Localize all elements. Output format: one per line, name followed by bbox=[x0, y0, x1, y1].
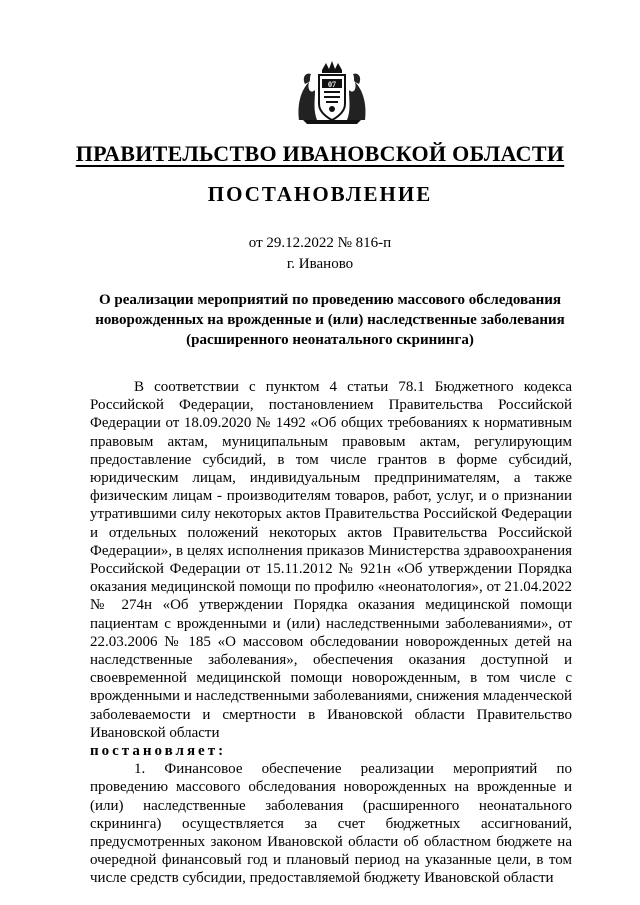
clause-1-paragraph: 1. Финансовое обеспечение реализации мероприятий по проведению массового обследования новорожденных на врожденные и (или) наследственные заболевания (расширенного неонатального скрининга) осуществляется за счет бюджетных ассигнований, предусмотренных законом Ивановской области об областном бюджете на очередной финансовый год и плановый период на указанные цели, в том числе средств субсидии, предоставляемой бюджету Ивановской области bbox=[90, 761, 572, 887]
subject-line: новорожденных на врожденные и (или) наследственные заболевания bbox=[95, 312, 565, 328]
document-type: ПОСТАНОВЛЕНИЕ bbox=[207, 182, 433, 206]
document-body bbox=[90, 378, 572, 888]
subject-line: О реализации мероприятий по проведению массового обследования bbox=[99, 292, 561, 308]
preamble-paragraph: В соответствии с пунктом 4 статьи 78.1 Бюджетного кодекса Российской Федерации, постановлением Правительства Российской Федерации от 18.09.2020 № 1492 «Об общих требованиях к нормативным правовым актам, муниципальным правовым актам, регулирующим предоставление субсидий, в том числе грантов в форме субсидий, юридическим лицам, индивидуальным предпринимателям, а также физическим лицам - производителям товаров, работ, услуг, и о признании утратившими силу некоторых актов Правительства Российской Федерации и отдельных положений некоторых актов Правительства Российской Федерации», в целях исполнения приказов Министерства здравоохранения Российской Федерации от 15.11.2012 № 921н «Об утверждении Порядка оказания медицинской помощи по профилю «неонатология», от 21.04.2022 № 274н «Об утверждении Порядка оказания медицинской помощи пациентам с врожденными и (или) наследственными заболеваниями», от 22.03.2006 № 185 «О массовом обследовании новорожденных детей на наследственные заболевания», обеспечения оказания доступной и своевременной медицинской помощи новорожденным, в том числе с врожденными и наследственными заболеваниями, снижения младенческой заболеваемости и смертности в Ивановской области Правительство Ивановской области bbox=[90, 379, 572, 741]
document-subject bbox=[90, 290, 570, 350]
coat-of-arms-icon bbox=[293, 60, 371, 126]
svg-text:07: 07 bbox=[328, 80, 336, 89]
organization-title: ПРАВИТЕЛЬСТВО ИВАНОВСКОЙ ОБЛАСТИ bbox=[75, 141, 565, 166]
decree-word: постановляет: bbox=[90, 743, 227, 760]
city: г. Иваново bbox=[286, 256, 354, 272]
subject-line: (расширенного неонатального скрининга) bbox=[186, 332, 474, 348]
date-and-number: от 29.12.2022 № 816-п bbox=[248, 235, 392, 251]
